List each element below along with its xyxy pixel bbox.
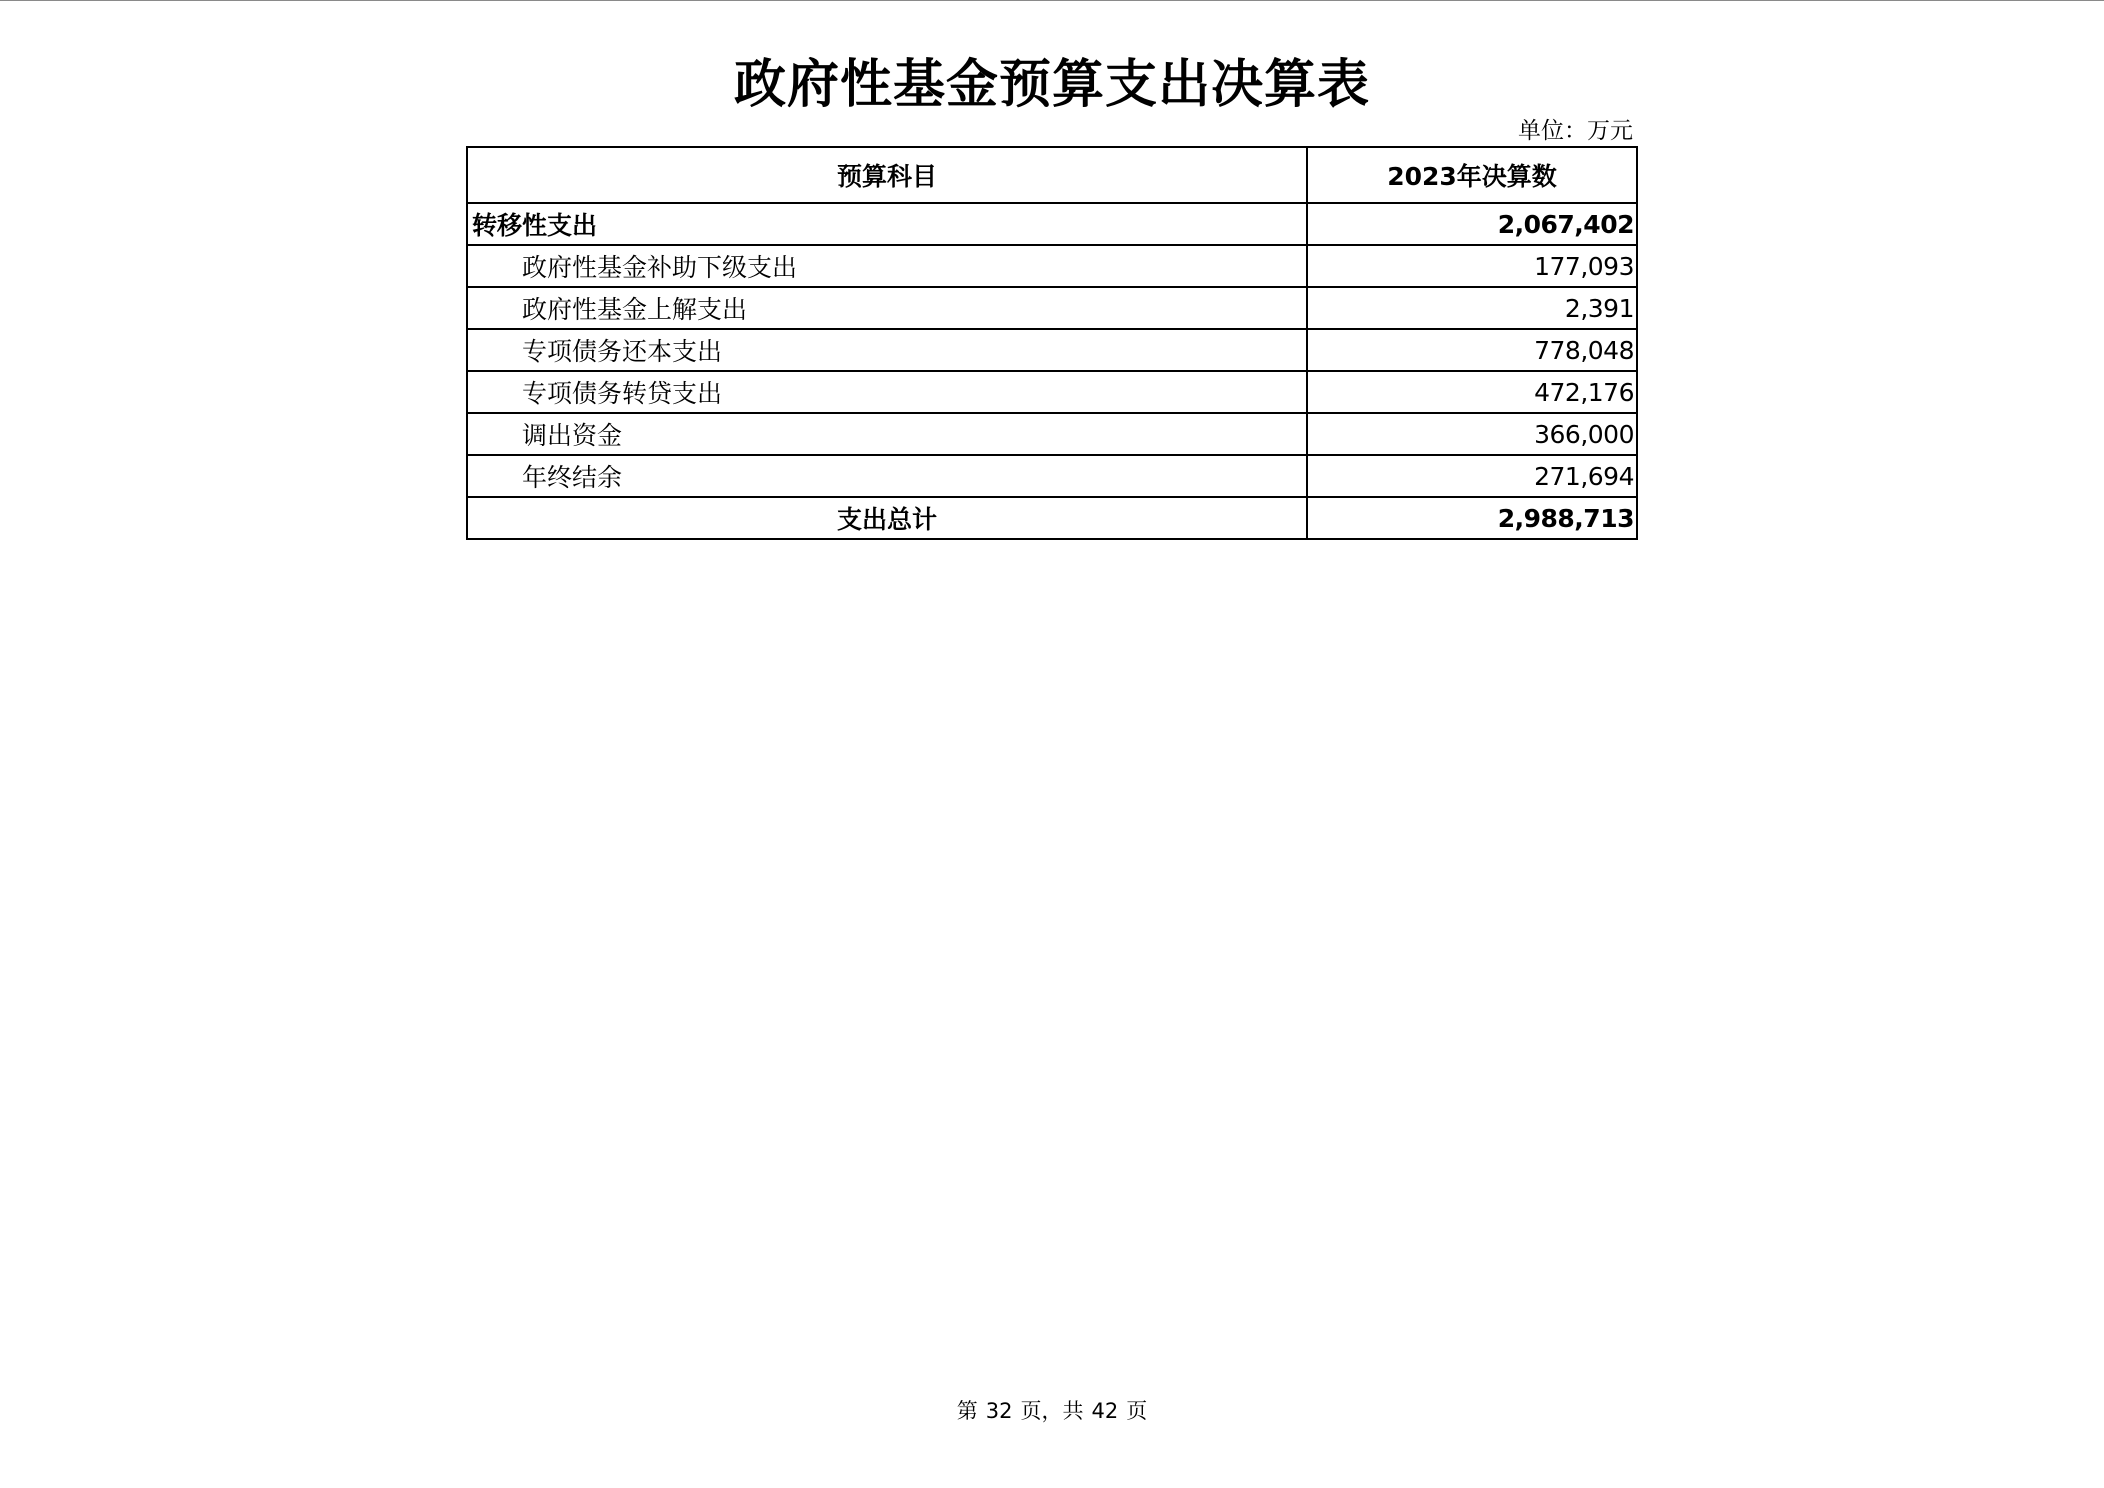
table-row	[467, 455, 1637, 497]
page-top-border	[0, 0, 2104, 1]
header-subject: 预算科目	[467, 147, 1307, 203]
row-subject: 转移性支出	[467, 203, 1307, 245]
row-subject: 政府性基金上解支出	[467, 287, 1307, 329]
table-row	[467, 287, 1637, 329]
total-value: 2,988,713	[1307, 497, 1637, 539]
row-value: 177,093	[1307, 245, 1637, 287]
total-label: 支出总计	[467, 497, 1307, 539]
header-value: 2023年决算数	[1307, 147, 1637, 203]
unit-label: 单位：万元	[1518, 118, 1633, 144]
row-subject: 专项债务转贷支出	[467, 371, 1307, 413]
row-subject: 专项债务还本支出	[467, 329, 1307, 371]
row-value: 472,176	[1307, 371, 1637, 413]
table-total-row	[467, 497, 1637, 539]
row-value: 778,048	[1307, 329, 1637, 371]
row-subject: 政府性基金补助下级支出	[467, 245, 1307, 287]
footer-suffix: 页	[1126, 1399, 1148, 1423]
table-row	[467, 245, 1637, 287]
page-title: 政府性基金预算支出决算表	[733, 55, 1370, 115]
row-value: 366,000	[1307, 413, 1637, 455]
page-footer	[0, 1396, 2104, 1426]
footer-prefix: 第	[956, 1399, 978, 1423]
budget-table	[466, 146, 1638, 540]
table-row	[467, 203, 1637, 245]
table-row	[467, 371, 1637, 413]
row-subject: 年终结余	[467, 455, 1307, 497]
row-value: 2,067,402	[1307, 203, 1637, 245]
row-value: 271,694	[1307, 455, 1637, 497]
footer-current-page: 32	[985, 1399, 1013, 1423]
footer-total-pages: 42	[1091, 1399, 1119, 1423]
row-value: 2,391	[1307, 287, 1637, 329]
table-header-row	[467, 147, 1637, 203]
table-row	[467, 329, 1637, 371]
row-subject: 调出资金	[467, 413, 1307, 455]
footer-middle: 页，共	[1020, 1399, 1084, 1423]
table-row	[467, 413, 1637, 455]
